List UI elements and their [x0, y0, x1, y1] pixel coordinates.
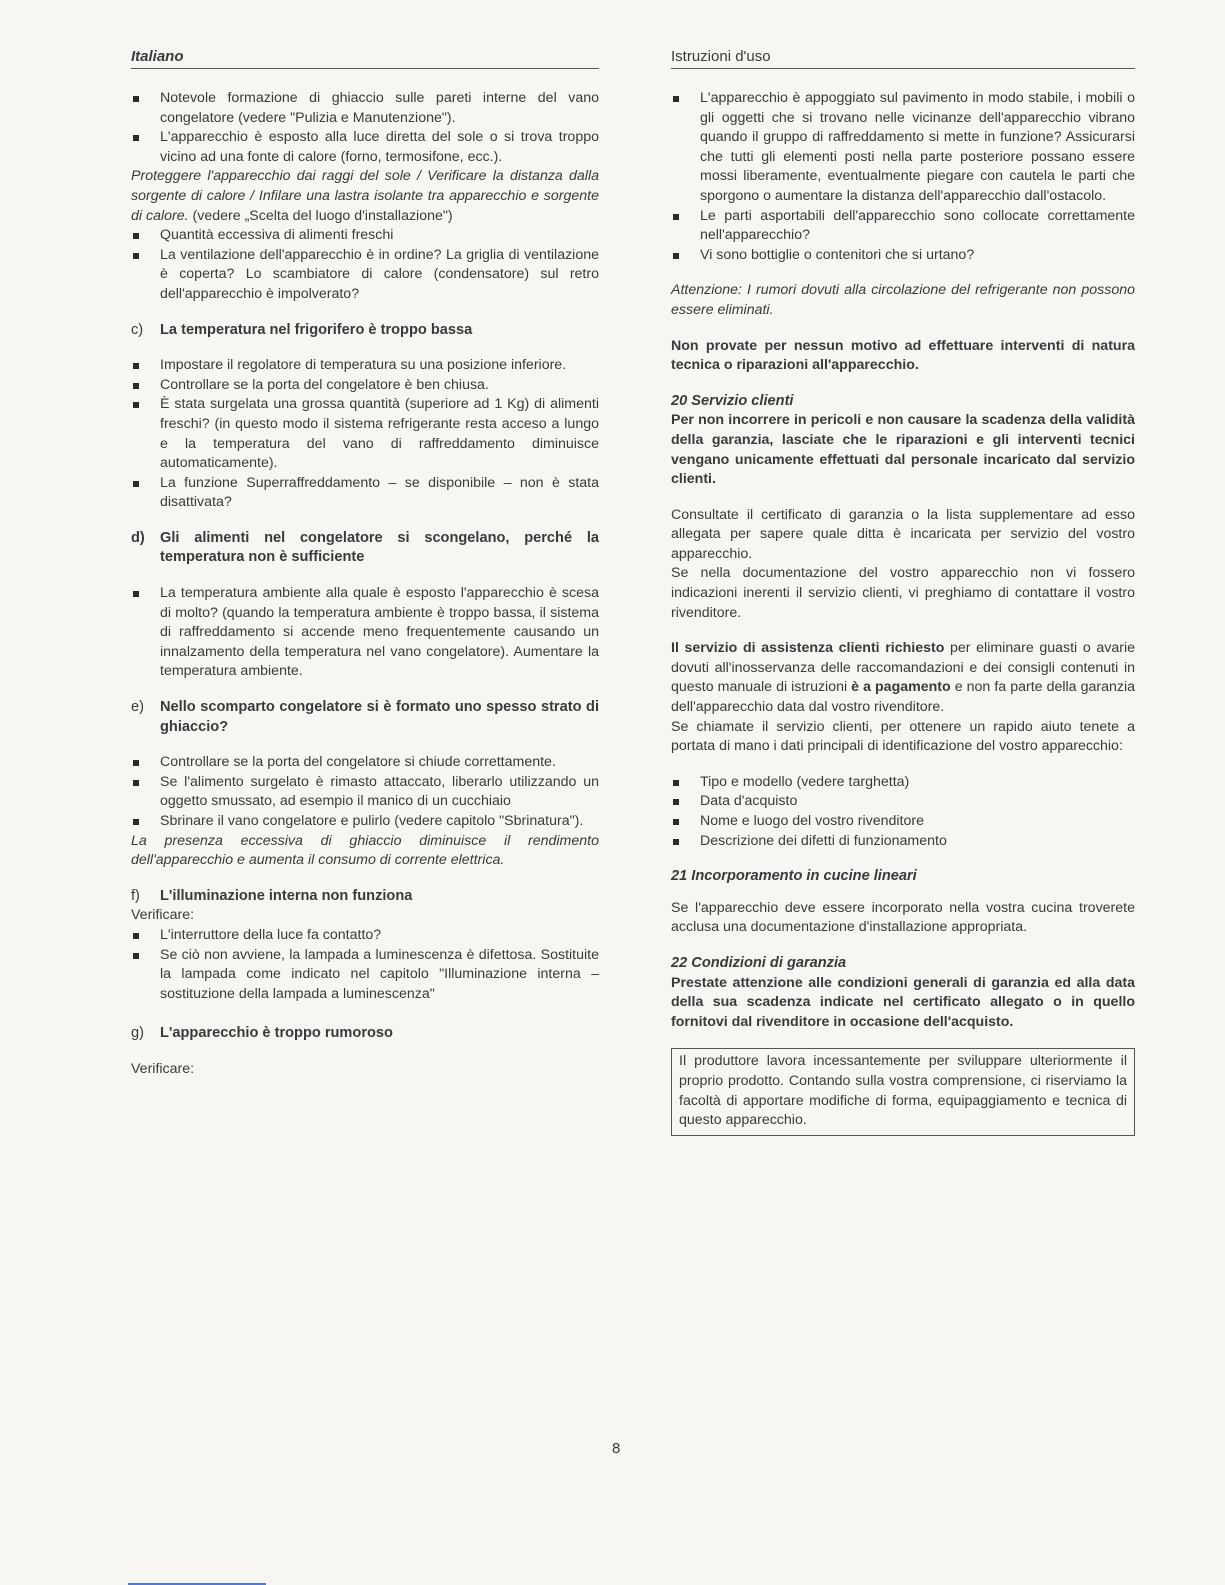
bullet: Vi sono bottiglie o contenitori che si urtano?	[671, 246, 1135, 266]
section-22-title: 22 Condizioni di garanzia	[671, 954, 847, 971]
list-item: Nome e luogo del vostro rivenditore	[671, 812, 1135, 832]
service-paragraph: Se chiamate il servizio clienti, per ottenere un rapido aiuto tenete a portata di mano i dati principali di identificazione del vostro apparecchio:	[671, 718, 1135, 755]
section-20-title: 20 Servizio clienti	[671, 392, 794, 409]
bullet: L'apparecchio è esposto alla luce diretta del sole o si trova troppo vicino ad una fonte di calore (forno, termosifone, ecc.).	[131, 128, 599, 167]
section-label: e)	[131, 699, 144, 716]
verify-label: Verificare:	[131, 907, 195, 924]
frost-note: La presenza eccessiva di ghiaccio diminuisce il rendimento dell'apparecchio e aumenta il consumo di corrente elettrica.	[131, 832, 599, 869]
text-run: e non fa parte della garanzia dell'apparecchio data dal vostro rivenditore.	[671, 679, 1136, 716]
section-title: L'apparecchio è troppo rumoroso	[160, 1025, 393, 1042]
repair-warning: Non provate per nessun motivo ad effettuare interventi di natura tecnica o riparazioni all'apparecchio.	[671, 337, 1135, 374]
manufacturer-notice-box: Il produttore lavora incessantemente per sviluppare ulteriormente il proprio prodotto. Contando sulla vostra comprensione, ci riserviamo la facoltà di apportare modifiche di forma, equipaggiamento e tecnica di questo apparecchio.	[671, 1048, 1135, 1135]
list-item: Data d'acquisto	[671, 792, 1135, 812]
verify-label: Verificare:	[131, 1060, 195, 1077]
bold-run: Il servizio di assistenza clienti richiesto	[671, 640, 945, 657]
protect-note-ref: (vedere „Scelta del luogo d'installazione")	[188, 207, 453, 224]
right-running-header: Istruzioni d'uso	[671, 48, 1135, 69]
bullet: Le parti asportabili dell'apparecchio sono collocate correttamente nell'apparecchio?	[671, 207, 1135, 246]
service-paragraph: Se nella documentazione del vostro apparecchio non vi fossero indicazioni inerenti il servizio clienti, vi preghiamo di contattare il vostro rivenditore.	[671, 565, 1135, 621]
protect-note	[131, 167, 599, 226]
section-g-heading	[131, 1024, 599, 1044]
service-paragraph: Consultate il certificato di garanzia o la lista supplementare ad esso allegata per sapere quale ditta è incaricata per servizio del vostro apparecchio.	[671, 506, 1135, 562]
left-running-header: Italiano	[131, 48, 599, 69]
section-label: c)	[131, 321, 144, 338]
bullet: La funzione Superraffreddamento – se disponibile – non è stata disattivata?	[131, 474, 599, 513]
warranty-bold-text: Prestate attenzione alle condizioni generali di garanzia ed alla data della sua scadenza indicate nel certificato allegato o in quello fornitovi dal rivenditore in occasione dell'acquisto.	[671, 974, 1135, 1030]
bullet: L'interruttore della luce fa contatto?	[131, 926, 599, 946]
bold-run: è a pagamento	[851, 679, 951, 696]
bullet: Quantità eccessiva di alimenti freschi	[131, 226, 599, 246]
bullet: Controllare se la porta del congelatore si chiude correttamente.	[131, 753, 599, 773]
section-title: Gli alimenti nel congelatore si scongelano, perché la temperatura non è sufficiente	[160, 529, 599, 566]
section-21-title: 21 Incorporamento in cucine lineari	[671, 868, 917, 885]
section-title: La temperatura nel frigorifero è troppo bassa	[160, 321, 473, 338]
bullet: Controllare se la porta del congelatore è ben chiusa.	[131, 376, 599, 396]
list-item: Tipo e modello (vedere targhetta)	[671, 773, 1135, 793]
list-item: Descrizione dei difetti di funzionamento	[671, 832, 1135, 852]
service-paid-paragraph	[671, 639, 1135, 717]
bullet: Notevole formazione di ghiaccio sulle pareti interne del vano congelatore (vedere "Pulizia e Manutenzione").	[131, 89, 599, 128]
bullet: La temperatura ambiente alla quale è esposto l'apparecchio è scesa di molto? (quando la temperatura ambiente è troppo bassa, il sistema di raffreddamento si accende meno frequentemente causando un innalzamento della temperatura nel vano congelatore). Aumentare la temperatura ambiente.	[131, 584, 599, 682]
installation-paragraph: Se l'apparecchio deve essere incorporato nella vostra cucina troverete acclusa una documentazione d'installazione appropriata.	[671, 899, 1135, 936]
section-title: L'illuminazione interna non funziona	[160, 887, 413, 904]
section-title: Nello scomparto congelatore si è formato uno spesso strato di ghiaccio?	[160, 699, 599, 735]
service-bold-text: Per non incorrere in pericoli e non causare la scadenza della validità della garanzia, lasciate che le riparazioni e gli interventi tecnici vengano unicamente effettuati dal personale incaricato dal servizio clienti.	[671, 412, 1135, 488]
left-column	[131, 48, 599, 1080]
bullet: L'apparecchio è appoggiato sul pavimento in modo stabile, i mobili o gli oggetti che si trovano nelle vicinanze dell'apparecchio vibrano quando il gruppo di raffreddamento si mette in funzione? Assicurarsi che tutti gli elementi posti nella parte posteriore possano essere mossi liberamente, eventualmente piegare con cautela le parti che sporgono o aumentare la distanza dell'apparecchio dall'ostacolo.	[671, 89, 1135, 207]
page-number: 8	[612, 1440, 621, 1457]
bullet: Se ciò non avviene, la lampada a luminescenza è difettosa. Sostituite la lampada come indicato nel capitolo "Illuminazione interna – sostituzione della lampada a luminescenza"	[131, 946, 599, 1005]
section-c-heading	[131, 321, 599, 341]
section-d-heading	[131, 529, 599, 568]
section-label: g)	[131, 1025, 144, 1042]
bullet: È stata surgelata una grossa quantità (superiore ad 1 Kg) di alimenti freschi? (in questo modo il sistema refrigerante resta acceso a lungo e la temperatura del vano di raffreddamento diminuisce automaticamente).	[131, 395, 599, 473]
bullet: La ventilazione dell'apparecchio è in ordine? La griglia di ventilazione è coperta? Lo scambiatore di calore (condensatore) sul retro dell'apparecchio è impolverato?	[131, 246, 599, 305]
bullet: Impostare il regolatore di temperatura su una posizione inferiore.	[131, 356, 599, 376]
section-f-heading	[131, 887, 599, 907]
section-e-heading	[131, 698, 599, 737]
right-column	[671, 48, 1135, 1136]
bullet: Sbrinare il vano congelatore e pulirlo (vedere capitolo "Sbrinatura").	[131, 812, 599, 832]
protect-note-italic: Proteggere l'apparecchio dai raggi del sole / Verificare la distanza dalla sorgente di calore / Infilare una lastra isolante tra apparecchio e sorgente di calore.	[131, 168, 599, 224]
attention-note: Attenzione: I rumori dovuti alla circolazione del refrigerante non possono essere eliminati.	[671, 282, 1135, 318]
section-label: d)	[131, 529, 145, 546]
text-run: per eliminare guasti o avarie dovuti all'inosservanza delle raccomandazioni e dei consigli contenuti in questo manuale di istruzioni	[671, 640, 1136, 696]
section-label: f)	[131, 887, 140, 904]
bullet: Se l'alimento surgelato è rimasto attaccato, liberarlo utilizzando un oggetto smussato, ad esempio il manico di un cucchiaio	[131, 773, 599, 812]
